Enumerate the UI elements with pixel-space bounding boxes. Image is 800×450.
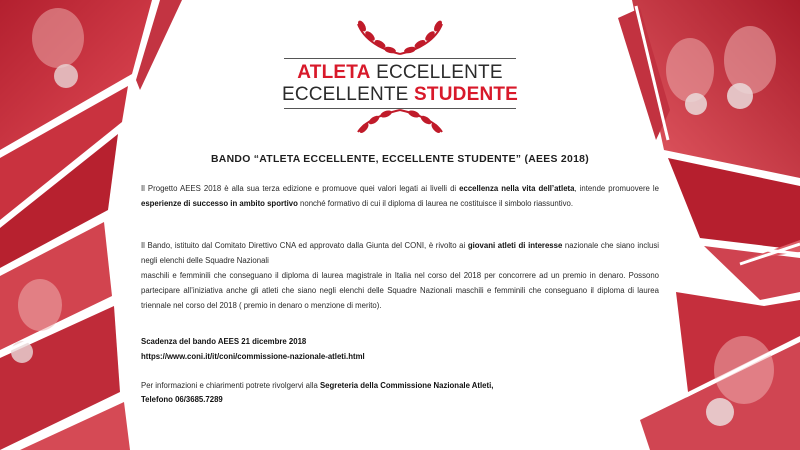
- bold-run: giovani atleti di interesse: [467, 241, 563, 250]
- logo-word-studente: STUDENTE: [414, 84, 519, 105]
- medal-icon: [727, 83, 753, 109]
- logo-line-2: [280, 84, 520, 106]
- eligibility-paragraph: [141, 238, 659, 313]
- bold-run: eccellenza nella vita dell’atleta: [459, 184, 575, 193]
- right-photo-panels: [618, 0, 800, 450]
- athlete-figure: [18, 279, 62, 331]
- text-run: Il Bando, istituito dal Comitato Direttivo CNA ed approvato dalla Giunta del CONI, è rivolto ai: [141, 241, 468, 250]
- phone-text: [141, 395, 223, 404]
- logo-word-eccellente: ECCELLENTE: [281, 84, 409, 105]
- bold-run: Segreteria della Commissione Nazionale Atleti,: [319, 381, 494, 390]
- photo-panel: [704, 246, 800, 300]
- athlete-figure: [724, 26, 776, 94]
- athlete-figure: [714, 336, 774, 404]
- medal-icon: [685, 93, 707, 115]
- athlete-figure: [32, 8, 84, 68]
- coni-url[interactable]: https://www.coni.it/it/coni/commissione-nazionale-atleti.html: [141, 352, 365, 361]
- bold-run: esperienze di successo in ambito sportivo: [141, 199, 298, 208]
- logo-rule: [284, 108, 516, 109]
- deadline-text: [141, 337, 306, 346]
- logo-line-1: [280, 62, 520, 84]
- coni-link[interactable]: [141, 352, 365, 361]
- text-run: nazionale che siano inclusi negli elenchi delle Squadre Nazionali: [141, 241, 659, 265]
- medal-icon: [54, 64, 78, 88]
- logo-word-eccellente: ECCELLENTE: [376, 62, 503, 83]
- logo-word-atleta: ATLETA: [297, 62, 371, 83]
- intro-paragraph: [141, 181, 659, 211]
- text-run: maschili e femminili che conseguano il diploma di laurea magistrale in Italia nel corso del 2018 per concorrere ad un premio in denaro. Possono partecipare all’iniziativa anche gli atleti che siano negli elenchi delle Squadre Nazionali maschili e femminili che conseguano il diploma di laurea triennale nel corso del 2018 ( premio in denaro o menzione di merito).: [141, 271, 659, 310]
- athlete-figure: [666, 38, 714, 102]
- logo-rule: [284, 58, 516, 59]
- text-run: Il Progetto AEES 2018 è alla sua terza edizione e promuove quei valori legati ai livelli di: [141, 184, 460, 193]
- deadline-label: Scadenza del bando AEES 21 dicembre 2018: [141, 337, 307, 346]
- text-run: nonché formativo di cui il diploma di laurea ne costituisce il simbolo riassuntivo.: [297, 199, 574, 208]
- page-title: BANDO “ATLETA ECCELLENTE, ECCELLENTE STUDENTE” (AEES 2018): [210, 154, 590, 165]
- medal-icon: [706, 398, 734, 426]
- aees-logo: [280, 10, 520, 135]
- text-run: Per informazioni e chiarimenti potrete rivolgervi alla: [141, 381, 320, 390]
- info-text: [141, 381, 493, 390]
- phone-number: Telefono 06/3685.7289: [141, 395, 223, 404]
- text-run: , intende promuovere le: [574, 184, 659, 193]
